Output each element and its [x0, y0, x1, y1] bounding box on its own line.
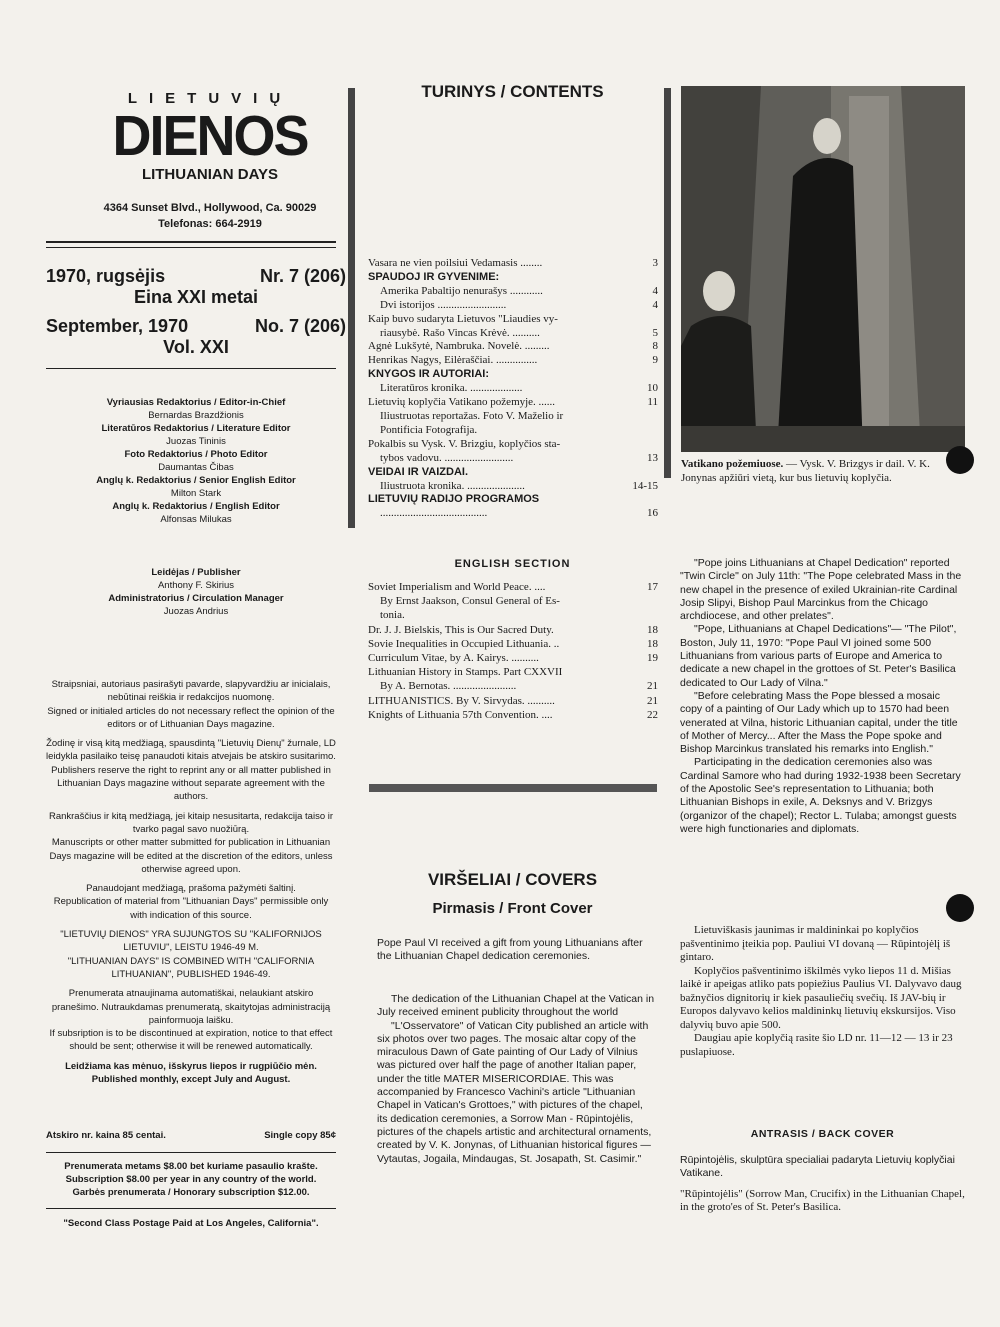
toc-entry-title: .......................................	[380, 507, 488, 520]
divider	[46, 368, 336, 369]
contents-title: TURINYS / CONTENTS	[421, 82, 604, 101]
toc-entry-page: 22	[647, 708, 658, 721]
paragraph: "L'Osservatore" of Vatican City published an article with six photos over two pages. The mosaic altar copy of the miraculous Dawn of Gate painting of Our Lady of Vilnius was pictured over half the page of another Italian paper, under the title MATER MISERICORDIAE. This was accompanied by Francesco Vachini's article "Lithuanian Chapel in Vatican's Grottoes," with pictures of the chapel, its dedication ceremonies, a Sorrow Man - Rūpintojėlis, pictures of the chapels artistic and architectural ornaments, created by V. K. Jonynas, of Lithuanian historical figures — Vytautas, Jogaila, Mindaugas, St. Josapath, St. Casimir."	[377, 1019, 652, 1165]
toc-entry-page: 16	[647, 507, 658, 520]
staff-role: Foto Redaktorius / Photo Editor	[124, 449, 268, 460]
toc-entry-title: Literatūros kronika. ...................	[380, 382, 523, 395]
toc-entry-title: Sovie Inequalities in Occupied Lithuania. ..	[368, 637, 560, 650]
toc-entry-page: 9	[652, 354, 658, 367]
toc-entry	[368, 396, 658, 410]
toc-entry	[368, 285, 658, 299]
staff-name: Milton Stark	[170, 488, 222, 499]
photo-illustration	[681, 86, 965, 452]
toc-entry	[368, 410, 658, 424]
photo-caption	[681, 458, 965, 485]
issue-number-lt: Nr. 7 (206)	[259, 266, 346, 286]
toc-entry	[368, 299, 658, 313]
punch-hole	[946, 446, 974, 474]
masthead-top: LIETUVIŲ	[127, 90, 293, 107]
staff-role: Anglų k. Redaktorius / Senior English Editor	[96, 475, 296, 486]
note: Prenumerata atnaujinama automatiškai, nelaukiant atskiro pranešimo. Nutraukdamas prenumeratą, skaitytojas administraciją painformuoja laišku.	[51, 988, 331, 1026]
back-cover-caption	[680, 1154, 965, 1181]
english-section-title: ENGLISH SECTION	[454, 558, 571, 570]
toc-entry	[368, 580, 658, 594]
toc-section	[368, 368, 658, 382]
toc-section	[368, 493, 658, 507]
masthead-subtitle: LITHUANIAN DAYS	[141, 166, 279, 183]
staff-role: Literatūros Redaktorius / Literature Editor	[101, 423, 291, 434]
publisher-name: Juozas Andrius	[163, 606, 229, 617]
toc-entry-title: riausybė. Rašo Vincas Krėvė. ..........	[380, 326, 540, 339]
toc-entry	[368, 480, 658, 494]
section-divider-bar	[369, 784, 657, 792]
toc-entry-title: Dr. J. J. Bielskis, This is Our Sacred Duty.	[368, 623, 554, 636]
toc-entry-page: 21	[647, 694, 658, 707]
issue-year-lt: Eina XXI metai	[133, 287, 259, 307]
toc-entry	[368, 623, 658, 637]
note: Signed or initialed articles do not necessary reflect the opinion of the editors or of Lithuanian Days magazine.	[47, 705, 335, 730]
toc-entry-title: tybos vadovu. .........................	[380, 451, 514, 464]
toc-entry-page: 10	[647, 382, 658, 395]
toc-entry-title: Pokalbis su Vysk. V. Brizgiu, koplyčios sta-	[368, 437, 561, 450]
back-cover-title: ANTRASIS / BACK COVER	[750, 1128, 895, 1140]
toc-section-title: LIETUVIŲ RADIJO PROGRAMOS	[368, 493, 540, 506]
note: Publishers reserve the right to reprint any or all matter published in Lithuanian Days magazine without separate agreement with the authors.	[51, 764, 331, 803]
price-en: Single copy 85¢	[264, 1130, 336, 1141]
press-quotes	[680, 557, 965, 836]
toc-entry-title: Pontificia Fotografija.	[380, 423, 478, 436]
toc-entry-title: Lietuvių koplyčia Vatikano požemyje. ......	[368, 396, 556, 409]
toc-entry	[368, 507, 658, 521]
toc-entry-page: 18	[647, 637, 658, 650]
toc-entry-page: 17	[647, 581, 658, 593]
toc-entry	[368, 340, 658, 354]
front-cover-title: Pirmasis / Front Cover	[432, 900, 593, 917]
staff-name: Alfonsas Milukas	[160, 514, 232, 525]
toc-entry-title: Agnė Lukšytė, Nambruka. Novelė. .........	[368, 340, 550, 353]
paragraph: Daugiau apie koplyčią rasite šio LD nr. 11—12 — 13 ir 23 puslapiuose.	[680, 1032, 953, 1058]
toc-entry-title: tonia.	[380, 609, 405, 622]
staff-name: Bernardas Brazdžionis	[148, 410, 244, 421]
toc-entry-title: Lithuanian History in Stamps. Part CXXVII	[368, 666, 563, 679]
photo-vatican-grottoes	[681, 86, 965, 452]
toc-section-title: KNYGOS IR AUTORIAI:	[368, 368, 490, 381]
subscription-line: Garbės prenumerata / Honorary subscription $12.00.	[72, 1187, 310, 1198]
staff-role: Vyriausias Redaktorius / Editor-in-Chief	[106, 397, 286, 408]
issue-info	[46, 266, 346, 358]
toc-section-title: VEIDAI IR VAIZDAI.	[368, 465, 469, 478]
toc-entry-title: Iliustruotas reportažas. Foto V. Maželio ir	[380, 409, 564, 422]
english-contents	[368, 580, 658, 722]
paragraph: "Rūpintojėlis" (Sorrow Man, Crucifix) in the Lithuanian Chapel, in the groto'es of St. Peter's Basilica.	[680, 1188, 965, 1214]
photo-caption-title: Vatikano požemiuose.	[681, 458, 784, 470]
price-lt: Atskiro nr. kaina 85 centai.	[46, 1130, 166, 1141]
note: Manuscripts or other matter submitted for publication in Lithuanian Days magazine will be edited at the discretion of the editors, unless otherwise agreed upon.	[49, 837, 333, 875]
toc-section-title: SPAUDOJ IR GYVENIME:	[368, 270, 500, 283]
toc-entry-title: Curriculum Vitae, by A. Kairys. ..........	[368, 652, 539, 665]
covers-title: VIRŠELIAI / COVERS	[427, 870, 598, 889]
front-cover-text	[377, 993, 655, 1166]
note: Published monthly, except July and August.	[91, 1074, 291, 1086]
toc-entry	[368, 594, 658, 608]
toc-entry	[368, 424, 658, 438]
toc-entry	[368, 665, 658, 679]
toc-entry	[368, 651, 658, 665]
dedication-text-lt	[680, 924, 965, 1059]
toc-entry	[368, 452, 658, 466]
staff-name: Juozas Tininis	[166, 436, 226, 447]
back-cover-text	[680, 1188, 965, 1215]
paragraph: Rūpintojėlis, skulptūra specialiai padaryta Lietuvių koplyčiai Vatikane.	[680, 1154, 955, 1180]
staff-name: Daumantas Čibas	[158, 462, 234, 473]
postage-note: "Second Class Postage Paid at Los Angeles, California".	[63, 1218, 319, 1229]
issue-date-lt: 1970, rugsėjis	[46, 266, 166, 286]
paragraph: Koplyčios pašventinimo iškilmės vyko liepos 11 d. Mišias laikė ir apeigas atliko pats popiežius Paulius VI. Dalyvavo daug bažnyčios dignitorių ir kiek pasauliečių svečių. Iš JAV-bių ir Europos dalyvavo kelios maldininkų lietuvių ekskursijos. Viso dalyvių buvo apie 500.	[680, 964, 962, 1031]
toc-entry-title: Vasara ne vien poilsiui Vedamasis ........	[368, 257, 543, 269]
divider	[46, 1208, 336, 1209]
staff-role: Anglų k. Redaktorius / English Editor	[112, 501, 280, 512]
front-cover-caption	[377, 937, 655, 964]
paragraph: "Pope, Lithuanians at Chapel Dedications"— "The Pilot", Boston, July 11, 1970: "Pope Paul VI joined some 500 Lithuanians from various parts of Europe and America to dedicate a new chapel in the grottoes of St. Peter's Basilica dedicated to Our Lady of Vilna."	[680, 623, 957, 689]
toc-entry	[368, 694, 658, 708]
toc-entry-page: 4	[652, 284, 658, 297]
note: Leidžiama kas mėnuo, išskyrus liepos ir rugpiūčio mėn.	[65, 1060, 317, 1072]
toc-entry	[368, 637, 658, 651]
toc-section	[368, 271, 658, 285]
note: Republication of material from "Lithuanian Days" permissible only with indication of this source.	[53, 896, 329, 921]
divider	[46, 1152, 336, 1153]
note: Panaudojant medžiagą, prašoma pažymėti šaltinį.	[86, 883, 296, 895]
toc-entry	[368, 257, 658, 271]
issue-date-en: September, 1970	[46, 316, 189, 336]
toc-entry-title: Knights of Lithuania 57th Convention. ....	[368, 708, 553, 721]
toc-entry-title: Dvi istorijos .........................	[380, 298, 507, 311]
issue-number-en: No. 7 (206)	[254, 316, 346, 336]
toc-entry-page: 11	[647, 396, 658, 409]
photo-caption-text: — Vysk. V. Brizgys ir dail. V. K. Jonynas apžiūri vietą, kur bus lietuvių koplyčia.	[681, 458, 930, 484]
address: 4364 Sunset Blvd., Hollywood, Ca. 90029	[103, 202, 317, 214]
note: "LITHUANIAN DAYS" IS COMBINED WITH "CALIFORNIA LITHUANIAN", PUBLISHED 1946-49.	[67, 955, 315, 980]
toc-entry-page: 3	[652, 257, 658, 269]
toc-entry	[368, 327, 658, 341]
paragraph: Lietuviškasis jaunimas ir maldininkai po koplyčios pašventinimo įteikia pop. Pauliui VI dovaną — Rūpintojėlį iš gintaro.	[680, 924, 951, 963]
paragraph: "Pope joins Lithuanians at Chapel Dedication" reported "Twin Circle" on July 11th: "The Pope celebrated Mass in the new chapel in the presence of exiled Ukrainian-rite Cardinal Josip Slipyi, Bishop Paul Marcinkus from the Chicago archdiocese, and other prelates".	[680, 557, 962, 623]
toc-entry	[368, 608, 658, 622]
toc-entry-title: By A. Bernotas. .......................	[380, 680, 517, 693]
price-line	[46, 1130, 336, 1141]
publisher-role: Administratorius / Circulation Manager	[108, 593, 284, 604]
toc-entry-title: Soviet Imperialism and World Peace. ....	[368, 581, 546, 593]
subscription-line: Prenumerata metams $8.00 bet kuriame pasaulio krašte.	[64, 1161, 318, 1172]
publisher-name: Anthony F. Skirius	[157, 580, 235, 591]
toc-entry-page: 21	[647, 680, 658, 693]
toc-entry-page: 19	[647, 652, 658, 665]
phone: Telefonas: 664-2919	[158, 218, 262, 230]
toc-entry-title: By Ernst Jaakson, Consul General of Es-	[380, 595, 560, 608]
divider	[46, 247, 336, 248]
toc-entry-page: 14-15	[632, 479, 658, 492]
paragraph: The dedication of the Lithuanian Chapel at the Vatican in July received eminent publicity throughout the world	[377, 993, 655, 1019]
toc-entry-page: 8	[652, 340, 658, 353]
toc-entry-page: 18	[647, 623, 658, 636]
punch-hole	[946, 894, 974, 922]
issue-volume-en: Vol. XXI	[163, 337, 229, 357]
subscription-info	[46, 1160, 336, 1199]
toc-entry	[368, 313, 658, 327]
toc-entry	[368, 354, 658, 368]
toc-entry	[368, 708, 658, 722]
staff-list	[46, 396, 346, 526]
note: "LIETUVIŲ DIENOS" YRA SUJUNGTOS SU "KALIFORNIJOS LIETUVIU", LEISTU 1946-49 M.	[60, 929, 322, 954]
note: If subsription is to be discontinued at expiration, notice to that effect should be sent; otherwise it will be renewed automatically.	[49, 1028, 333, 1053]
toc-section	[368, 466, 658, 480]
table-of-contents	[368, 257, 658, 521]
toc-entry-title: Kaip buvo sudaryta Lietuvos "Liaudies vy-	[368, 312, 558, 325]
masthead-title: DIENOS	[112, 104, 308, 168]
toc-entry-title: Amerika Pabaltijo nenurašys ............	[380, 284, 543, 297]
column-separator	[664, 88, 671, 478]
toc-entry-title: Iliustruota kronika. .....................	[380, 479, 525, 492]
paragraph: "Before celebrating Mass the Pope blessed a mosaic copy of a painting of Our Lady which up to 1570 had been venerated at Vilna, historic Lithuanian capital, under the title of Mother of Mercy... After the Mass the Pope spoke and Bishop Marcinkus translated his remarks into English."	[680, 689, 958, 756]
toc-entry-title: Henrikas Nagys, Eilėraščiai. ...............	[368, 354, 538, 367]
editorial-notes	[46, 678, 336, 1092]
toc-entry-page: 4	[652, 298, 658, 311]
address-block	[40, 200, 380, 232]
divider	[46, 241, 336, 243]
toc-entry	[368, 438, 658, 452]
note: Straipsniai, autoriaus pasirašyti pavarde, slapyvardžiu ar inicialais, nebūtinai reiškia ir redakcijos nuomonę.	[51, 679, 331, 704]
toc-entry	[368, 679, 658, 693]
publisher-role: Leidėjas / Publisher	[151, 567, 241, 578]
toc-entry-page: 13	[647, 451, 658, 464]
note: Rankraščius ir kitą medžiagą, jei kitaip nesusitarta, redakcija taiso ir tvarko pagal savo nuožiūrą.	[48, 810, 334, 835]
toc-entry-page: 5	[652, 326, 658, 339]
subscription-line: Subscription $8.00 per year in any country of the world.	[65, 1174, 317, 1185]
paragraph: Pope Paul VI received a gift from young Lithuanians after the Lithuanian Chapel dedication ceremonies.	[377, 937, 643, 963]
paragraph: Participating in the dedication ceremonies also was Cardinal Samore who had during 1932-1938 been Secretary of the Apostolic See's representation to Lithuania; both Lithuanian Bishops in exile, A. Deksnys and V. Brizgys (organizor of the chapel); Rector L. Tulaba; amongst guests were high functionaries and diplomats.	[680, 756, 961, 835]
column-separator	[348, 88, 355, 528]
toc-entry	[368, 382, 658, 396]
toc-entry-title: LITHUANISTICS. By V. Sirvydas. ..........	[368, 694, 555, 707]
publisher-list	[46, 566, 346, 618]
note: Žodinę ir visą kitą medžiagą, spausdintą "Lietuvių Dienų" žurnale, LD leidykla pasilaiko teisę panaudoti kitais atvejais be atskiro susitarimo.	[46, 738, 336, 763]
